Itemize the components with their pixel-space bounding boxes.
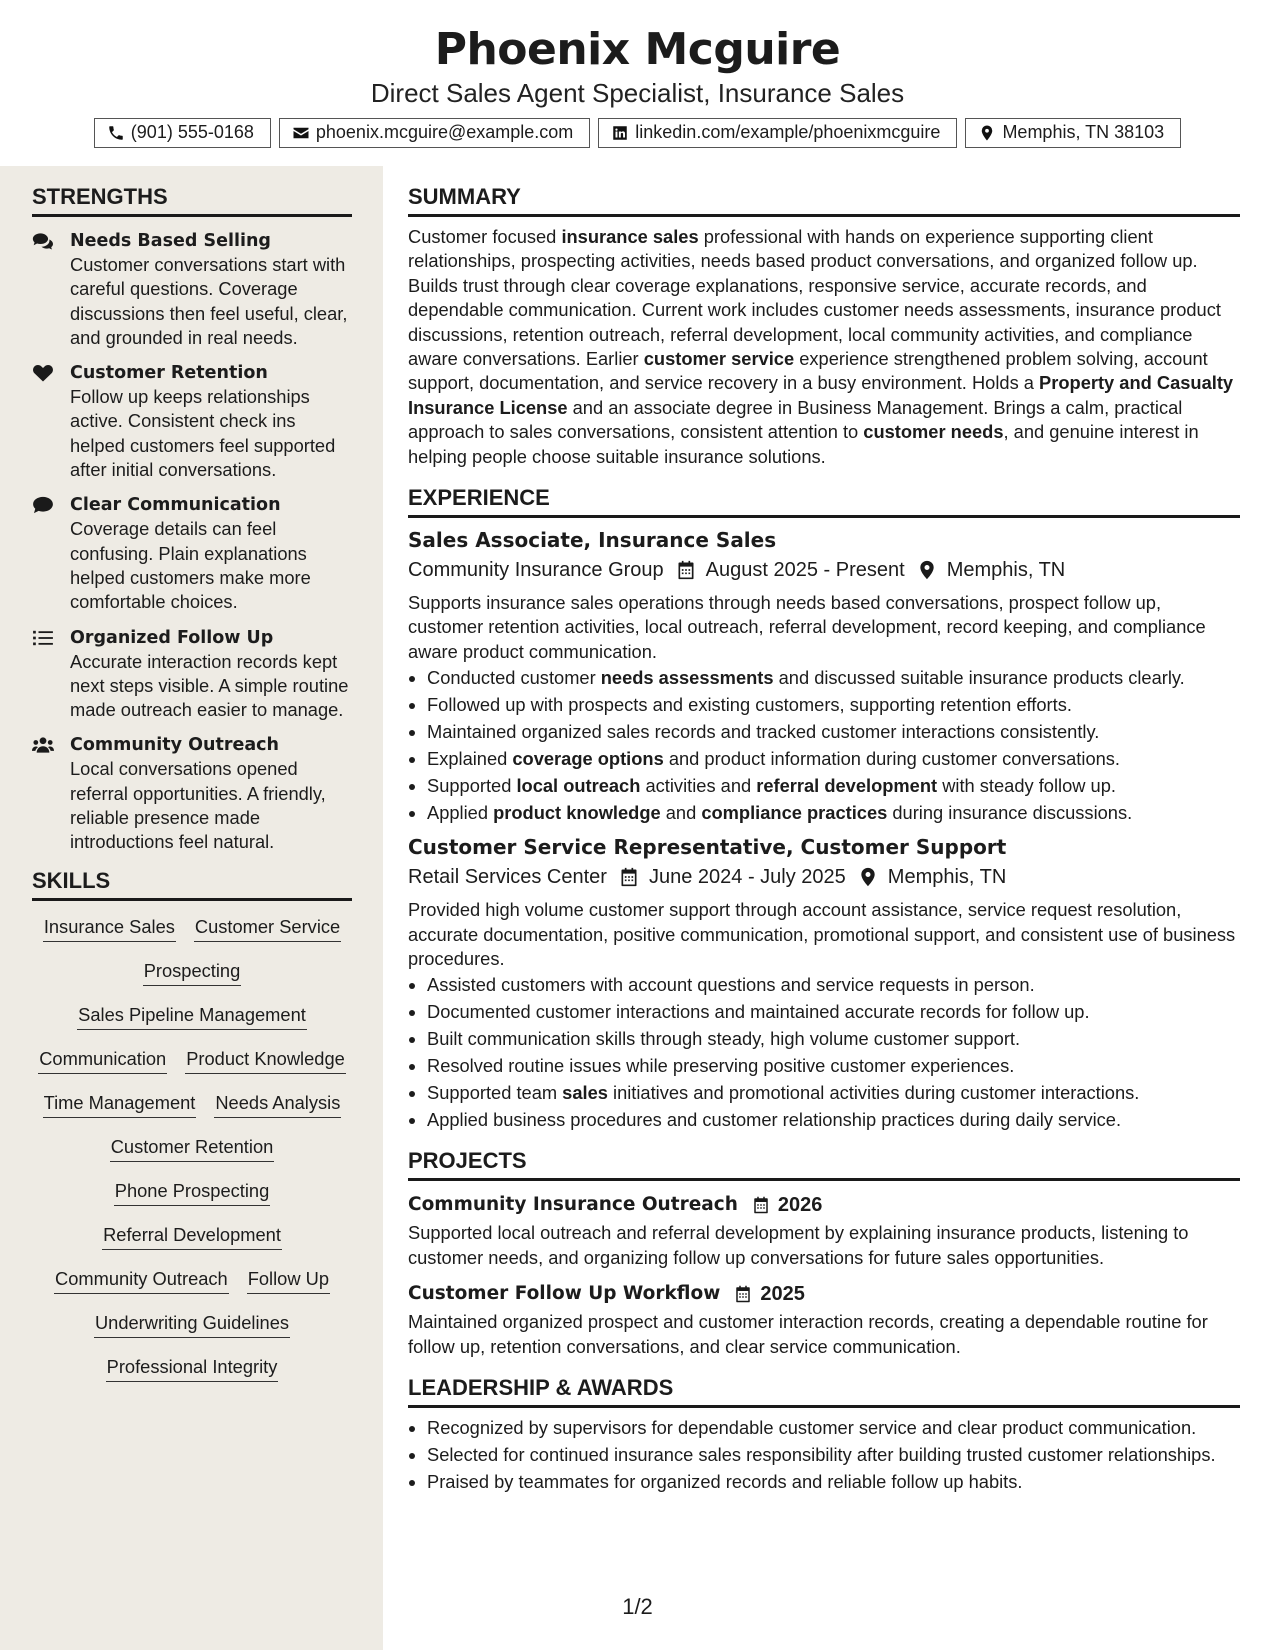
skill-tag: Community Outreach xyxy=(54,1267,229,1294)
project-title: Community Insurance Outreach xyxy=(408,1194,738,1216)
list-icon xyxy=(32,629,54,647)
candidate-name: Phoenix Mcguire xyxy=(434,24,841,75)
job-entry xyxy=(408,833,1240,1132)
contact-phone[interactable] xyxy=(94,118,271,148)
strength-item xyxy=(32,229,352,350)
job-meta xyxy=(408,862,1240,892)
job-meta xyxy=(408,555,1240,585)
strength-item xyxy=(32,626,352,723)
skill-tag: Phone Prospecting xyxy=(114,1179,270,1206)
resume-header xyxy=(0,0,1275,148)
job-dates: June 2024 - July 2025 xyxy=(648,866,846,889)
strength-description: Customer conversations start with careful questions. Coverage discussions then feel useful, clear, and grounded in real needs. xyxy=(70,254,348,348)
summary-heading: SUMMARY xyxy=(408,182,1240,217)
job-bullet: • Supported local outreach activities and referral development with steady follow up. xyxy=(427,774,1240,798)
job-bullet: • Assisted customers with account questions and service requests in person. xyxy=(427,973,1240,997)
contact-location xyxy=(965,118,1181,148)
job-location: Memphis, TN xyxy=(946,559,1066,582)
job-location: Memphis, TN xyxy=(887,866,1007,889)
map-pin-icon xyxy=(858,867,878,887)
project-title-row xyxy=(408,1191,1240,1219)
strength-description: Local conversations opened referral opportunities. A friendly, reliable presence made introductions feel natural. xyxy=(70,758,326,853)
project-year: 2025 xyxy=(760,1283,805,1306)
page-number: 1/2 xyxy=(622,1594,653,1619)
projects-heading: PROJECTS xyxy=(408,1146,1240,1181)
skill-tag: Professional Integrity xyxy=(106,1355,279,1382)
strength-description: Coverage details can feel confusing. Plain explanations helped customers make more comfortable choices. xyxy=(70,518,311,613)
job-bullet: • Explained coverage options and product information during customer conversations. xyxy=(427,747,1240,771)
skill-tag: Product Knowledge xyxy=(185,1047,346,1074)
project-title-row xyxy=(408,1280,1240,1308)
skill-tag: Prospecting xyxy=(143,959,242,986)
job-bullet: • Documented customer interactions and maintained accurate records for follow up. xyxy=(427,1000,1240,1024)
strength-title: Clear Communication xyxy=(70,495,281,516)
strength-title: Needs Based Selling xyxy=(70,231,271,251)
project-description: Supported local outreach and referral development by explaining insurance products, listening to customer needs, and organizing follow up conversations for future sales opportunities. xyxy=(408,1222,1189,1268)
strength-title: Organized Follow Up xyxy=(70,627,274,648)
contact-linkedin-text: linkedin.com/example/phoenixmcguire xyxy=(635,122,941,142)
project-title: Customer Follow Up Workflow xyxy=(408,1283,721,1305)
map-pin-icon xyxy=(978,124,996,142)
job-bullet: • Followed up with prospects and existing customers, supporting retention efforts. xyxy=(427,693,1240,717)
project-entry xyxy=(408,1191,1240,1270)
job-bullet: • Built communication skills through steady, high volume customer support. xyxy=(427,1027,1240,1051)
awards-heading: LEADERSHIP & AWARDS xyxy=(408,1373,1240,1408)
users-icon xyxy=(32,736,54,754)
experience-heading: EXPERIENCE xyxy=(408,483,1240,518)
skill-tag: Needs Analysis xyxy=(214,1091,341,1118)
award-item: • Recognized by supervisors for dependable customer service and clear product communication. xyxy=(427,1416,1240,1440)
strength-description: Accurate interaction records kept next steps visible. A simple routine made outreach easier to manage. xyxy=(70,650,349,721)
comments-icon xyxy=(32,232,54,250)
award-item: • Selected for continued insurance sales responsibility after building trusted customer relationships. xyxy=(427,1443,1240,1467)
skill-tag: Referral Development xyxy=(102,1223,282,1250)
projects-section xyxy=(408,1146,1240,1359)
job-bullet: • Resolved routine issues while preserving positive customer experiences. xyxy=(427,1054,1240,1078)
summary-text: Customer focused insurance sales professional with hands on experience supporting client relationships, prospecting activities, needs based product conversations, and organized follow up. Builds trust through clear coverage explanations, responsive service, accurate records, and dependable communication. Current work includes customer needs assessments, insurance product discussions, retention outreach, referral development, local community activities, and compliance aware conversations. Earlier customer service experience strengthened problem solving, account support, documentation, and service recovery in a busy environment. Holds a Property and Casualty Insurance License and an associate degree in Business Management. Brings a calm, practical approach to sales conversations, consistent attention to customer needs, and genuine interest in helping people choose suitable insurance solutions. xyxy=(408,226,1234,467)
skill-tag: Insurance Sales xyxy=(43,915,176,942)
skills-list xyxy=(32,915,352,1382)
strength-description: Follow up keeps relationships active. Consistent check ins helped customers feel supported after initial conversations. xyxy=(70,386,336,481)
job-summary: Supports insurance sales operations through needs based conversations, prospect follow up, customer retention activities, local outreach, referral development, record keeping, and compliance aware product communication. xyxy=(408,592,1206,662)
sidebar xyxy=(0,166,383,1650)
job-bullet: • Conducted customer needs assessments and discussed suitable insurance products clearly. xyxy=(427,666,1240,690)
strength-item xyxy=(32,361,352,482)
contact-email[interactable] xyxy=(279,118,590,148)
skill-tag: Follow Up xyxy=(247,1267,330,1294)
linkedin-icon xyxy=(611,124,629,142)
job-bullet: • Applied product knowledge and compliance practices during insurance discussions. xyxy=(427,801,1240,825)
skill-tag: Communication xyxy=(38,1047,167,1074)
project-year: 2026 xyxy=(777,1194,823,1217)
job-bullet: • Maintained organized sales records and tracked customer interactions consistently. xyxy=(427,720,1240,744)
skill-tag: Sales Pipeline Management xyxy=(77,1003,307,1030)
project-entry xyxy=(408,1280,1240,1359)
job-summary: Provided high volume customer support through account assistance, service request resolution, accurate documentation, positive communication, promotional support, and consistent use of business procedures. xyxy=(408,899,1236,970)
phone-icon xyxy=(107,124,125,142)
awards-list xyxy=(408,1416,1240,1494)
strength-item xyxy=(32,493,352,614)
map-pin-icon xyxy=(917,560,937,580)
strength-title: Customer Retention xyxy=(70,363,268,384)
skill-tag: Customer Service xyxy=(194,915,341,942)
contact-email-text: phoenix.mcguire@example.com xyxy=(315,122,574,142)
comment-icon xyxy=(32,496,54,514)
job-bullet: • Applied business procedures and customer relationship practices during daily service. xyxy=(427,1108,1240,1132)
experience-section xyxy=(408,483,1240,1132)
calendar-icon xyxy=(676,560,696,580)
skill-tag: Customer Retention xyxy=(110,1135,275,1162)
strengths-list xyxy=(32,229,352,855)
contact-bar xyxy=(0,118,1275,148)
strength-title: Community Outreach xyxy=(70,735,279,756)
job-bullets xyxy=(408,973,1240,1132)
main-column xyxy=(408,182,1240,1508)
summary-section xyxy=(408,182,1240,469)
strength-item xyxy=(32,733,352,854)
contact-linkedin[interactable] xyxy=(598,118,957,148)
envelope-icon xyxy=(292,124,310,142)
calendar-icon xyxy=(619,867,639,887)
job-dates: August 2025 - Present xyxy=(705,559,905,582)
calendar-icon xyxy=(734,1285,752,1303)
skills-heading: SKILLS xyxy=(32,866,352,901)
job-title: Customer Service Representative, Customer Support xyxy=(408,835,1007,860)
skill-tag: Underwriting Guidelines xyxy=(94,1311,290,1338)
job-title: Sales Associate, Insurance Sales xyxy=(408,528,777,553)
skill-tag: Time Management xyxy=(43,1091,197,1118)
calendar-icon xyxy=(752,1196,770,1214)
job-entry xyxy=(408,526,1240,825)
contact-location-text: Memphis, TN 38103 xyxy=(1002,122,1165,142)
award-item: • Praised by teammates for organized records and reliable follow up habits. xyxy=(427,1470,1240,1494)
candidate-title: Direct Sales Agent Specialist, Insurance Sales xyxy=(370,78,905,108)
job-bullet: • Supported team sales initiatives and promotional activities during customer interactions. xyxy=(427,1081,1240,1105)
project-description: Maintained organized prospect and customer interaction records, creating a dependable routine for follow up, retention conversations, and clear service communication. xyxy=(408,1311,1208,1357)
contact-phone-text: (901) 555-0168 xyxy=(130,122,254,142)
heart-icon xyxy=(32,364,54,382)
awards-section xyxy=(408,1373,1240,1494)
strengths-heading: STRENGTHS xyxy=(32,182,352,217)
job-company: Retail Services Center xyxy=(408,866,607,889)
job-bullets xyxy=(408,666,1240,825)
job-company: Community Insurance Group xyxy=(408,559,664,582)
